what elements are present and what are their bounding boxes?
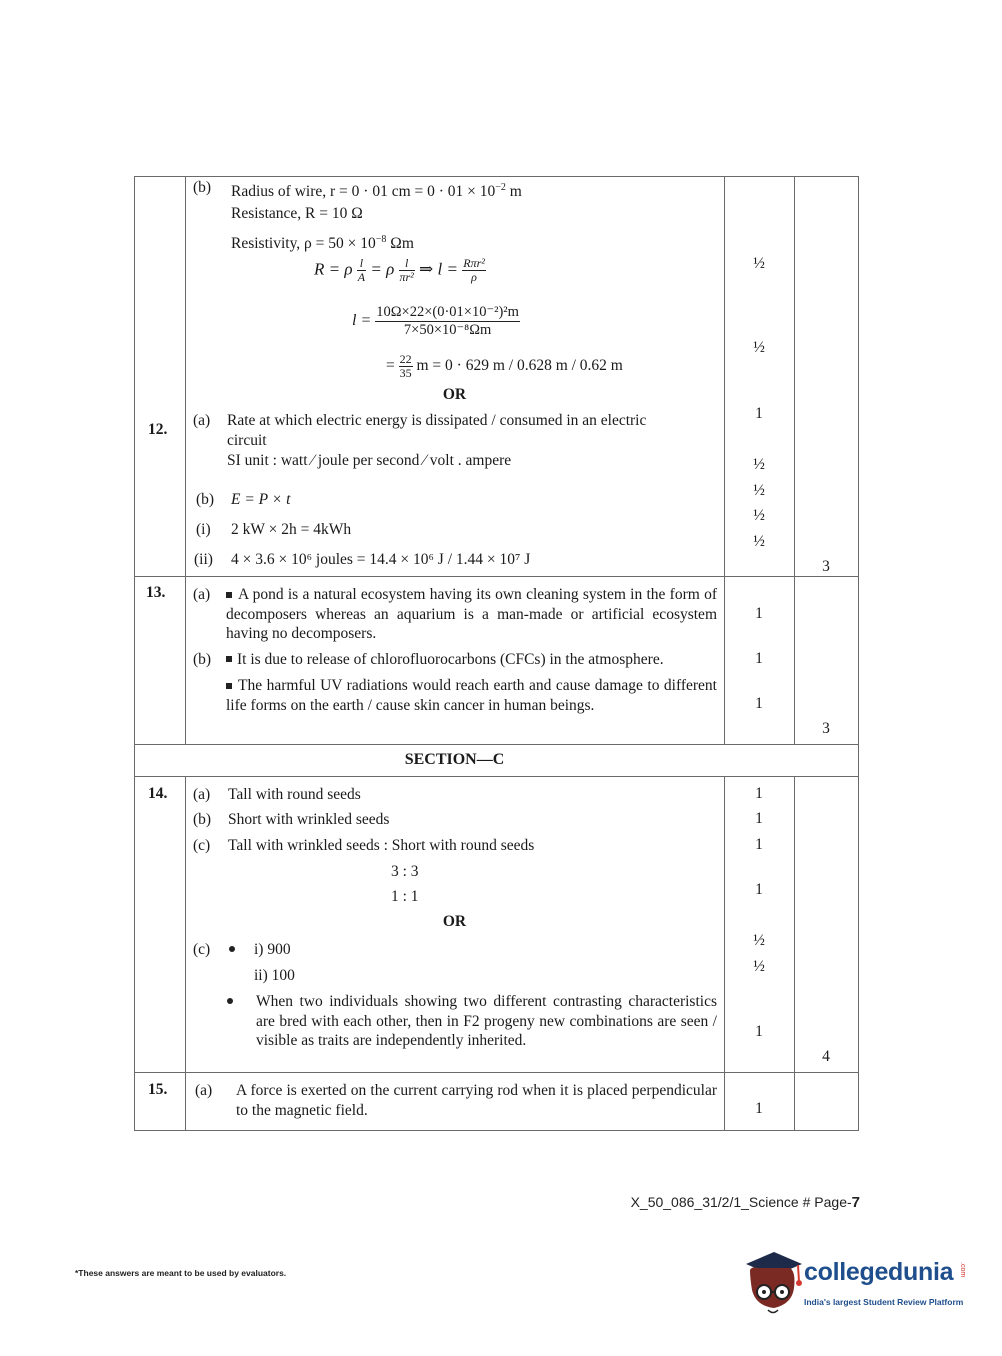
q12-formula-3: = $\frac{22}{35}$ m = 0 · 629 m / 0.628 m / 0.62 m: [386, 352, 623, 380]
q13-a-text: A pond is a natural ecosystem having its own cleaning system in the form of decomposers whereas an aquarium is a man-made or artificial ecosystem having no decomposers.: [226, 586, 717, 642]
q13-total: 3: [822, 720, 830, 737]
q13-b-text-2: The harmful UV radiations would reach earth and cause damage to different life forms on the earth / cause skin cancer in human beings.: [226, 677, 717, 714]
q12-ii-label: (ii): [194, 551, 213, 568]
q14-mark: 1: [755, 1023, 763, 1040]
q15-mark: 1: [755, 1100, 763, 1117]
q14-mark: 1: [755, 785, 763, 802]
brand-name: collegedunia: [804, 1258, 954, 1286]
q12-a-text-1: Rate at which electric energy is dissipated / consumed in an electric: [227, 412, 647, 429]
q12-b-label: (b): [193, 179, 212, 196]
q13-b-label: (b): [193, 651, 212, 668]
evaluator-note: *These answers are meant to be used by evaluators.: [75, 1268, 287, 1278]
q14-b-text: Short with wrinkled seeds: [228, 811, 390, 828]
q15-a-label: (a): [195, 1082, 213, 1099]
q14-or: OR: [442, 913, 467, 930]
q14-ratio-2: 1 : 1: [391, 888, 419, 905]
q12-mark: ½: [753, 482, 765, 499]
bullet-icon: [226, 683, 232, 689]
q12-mark: ½: [753, 255, 765, 272]
q14-c-label: (c): [193, 837, 211, 854]
mascot-icon: [742, 1248, 804, 1316]
q12-a-text-3: SI unit : watt ⁄ joule per second ⁄ volt . ampere: [227, 452, 512, 469]
page-code: X_50_086_31/2/1_Science # Page-7: [630, 1194, 860, 1211]
q12-radius: Radius of wire, r = 0 · 01 cm = $0 \cdot 01 \times 10^{-2}$ m: [231, 182, 522, 201]
q14-b-label: (b): [193, 811, 212, 828]
q13-number: 13.: [146, 584, 166, 601]
q14-mark: ½: [753, 932, 765, 949]
q12-a-label: (a): [193, 412, 211, 429]
q14-ratio-1: 3 : 3: [391, 863, 419, 880]
brand-tagline: India's largest Student Review Platform: [804, 1297, 964, 1307]
q12-b2-text: E = P × t: [231, 491, 291, 508]
q12-mark: ½: [753, 456, 765, 473]
q15-a-text: A force is exerted on the current carrying rod when it is placed perpendicular to the magnetic field.: [236, 1082, 717, 1119]
q13-a-label: (a): [193, 586, 211, 603]
q12-b2-label: (b): [196, 491, 215, 508]
q12-number: 12.: [148, 421, 168, 438]
section-c-heading: SECTION—C: [404, 751, 505, 768]
q12-ii-text: 4 × 3.6 × 10⁶ joules = 14.4 × 10⁶ J / 1.44 × 10⁷ J: [231, 551, 531, 568]
q13-mark: 1: [755, 605, 763, 622]
bullet-icon: [229, 946, 235, 952]
bullet-icon: [226, 656, 232, 662]
q12-formula-1: R = ρ $\frac{l}{A}$ = ρ $\frac{l}{\text{πr²}}$ ⇒ l = $\frac{\text{Rπr²}}{\rho}$: [314, 256, 485, 284]
q13-mark: 1: [755, 695, 763, 712]
bullet-icon: [227, 998, 233, 1004]
q14-total: 4: [822, 1048, 830, 1065]
q14-a-label: (a): [193, 786, 211, 803]
q12-resistance: Resistance, R = 10 Ω: [231, 205, 363, 222]
q14-c-text: Tall with wrinkled seeds : Short with round seeds: [228, 837, 535, 854]
q12-i-label: (i): [196, 521, 211, 538]
q12-total: 3: [822, 558, 830, 575]
q14-number: 14.: [148, 785, 168, 802]
q14-c2-text: When two individuals showing two different contrasting characteristics are bred with each other, then in F2 progeny new combinations are seen / visible as traits are independently inherited.: [256, 993, 717, 1049]
q12-resistivity: Resistivity, $\rho = 50 \times 10^{-8}$ Ωm: [231, 234, 414, 253]
q13-mark: 1: [755, 650, 763, 667]
q14-c2-label: (c): [193, 941, 211, 958]
q14-mark: 1: [755, 836, 763, 853]
q14-c2-i: i) 900: [254, 941, 291, 958]
q12-formula-2: l = $\frac{\text{10Ω×22×(0·01×10⁻²)²m}}{\text{7×50×10⁻⁸Ωm}}$: [352, 304, 519, 338]
q15-number: 15.: [148, 1081, 168, 1098]
brand-com: .com: [959, 1262, 966, 1278]
q12-i-text: 2 kW × 2h = 4kWh: [231, 521, 352, 538]
q12-mark: ½: [753, 507, 765, 524]
q12-or: OR: [442, 386, 467, 403]
q12-mark: 1: [755, 405, 763, 422]
q14-c2-ii: ii) 100: [254, 967, 295, 984]
bullet-icon: [226, 592, 232, 598]
q13-b-text-1: It is due to release of chlorofluorocarbons (CFCs) in the atmosphere.: [226, 650, 664, 669]
q12-mark: ½: [753, 533, 765, 550]
q12-mark: ½: [753, 339, 765, 356]
q14-mark: ½: [753, 958, 765, 975]
q14-a-text: Tall with round seeds: [228, 786, 361, 803]
q12-a-text-2: circuit: [227, 432, 267, 449]
q14-mark: 1: [755, 810, 763, 827]
q14-mark: 1: [755, 881, 763, 898]
collegedunia-logo: [742, 1248, 974, 1318]
